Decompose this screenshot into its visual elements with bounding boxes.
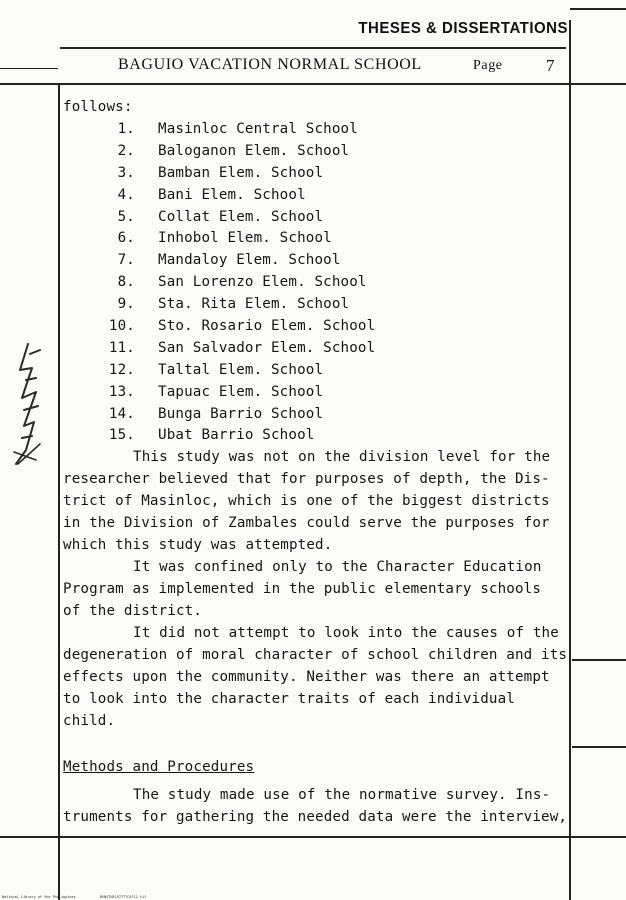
section-heading: Methods and Procedures [63,759,255,776]
list-item: 14. Bunga Barrio School [108,405,324,422]
section-gap [63,732,563,756]
paragraph-line: The study made use of the normative survey. Ins- [133,787,551,804]
paragraph-line: of the district. [63,603,203,620]
paragraph-line: effects upon the community. Neither was there an attempt [63,669,550,686]
paragraph-line: truments for gathering the needed data were the interview, [63,809,568,826]
list-item: 1. Masinloc Central School [117,121,358,137]
list-item: 12. Taltal Elem. School [108,361,324,378]
paragraph-line: It was confined only to the Character Education [133,559,542,576]
list-item: 4. Bani Elem. School [117,186,306,203]
school-name: BAGUIO VACATION NORMAL SCHOOL [118,56,422,73]
header-rule [0,83,626,85]
left-tick [0,68,58,69]
list-item: 7. Mandaloy Elem. School [117,252,341,269]
list-item: 2. Baloganon Elem. School [117,142,350,159]
paragraph-line: trict of Masinloc, which is one of the biggest districts [63,493,550,510]
page-number: 7 [546,56,556,75]
list-item: 13. Tapuac Elem. School [108,383,324,400]
paragraph-line: This study was not on the division level for the [133,449,551,466]
paragraph-line: Program as implemented in the public elementary schools [63,581,542,598]
list-item: 9. Sta. Rita Elem. School [117,296,350,313]
top-rule [60,47,566,49]
paragraph-line: It did not attempt to look into the causes of the [133,625,559,642]
paragraph-line: to look into the character traits of each individual [63,691,515,708]
right-margin-rule [569,20,571,900]
list-item: 5. Collat Elem. School [117,208,324,225]
bottom-rule [0,836,626,838]
list-item: 8. San Lorenzo Elem. School [117,274,367,291]
right-tick-top [570,8,626,10]
left-margin-rule [58,84,60,900]
list-item: 10. Sto. Rosario Elem. School [108,318,376,335]
list-item: 6. Inhobol Elem. School [117,230,332,247]
paragraph-methods [63,784,568,828]
paragraph-scope [63,446,563,556]
scan-footer [2,895,168,899]
footer-library: National Library of the Philippines [2,895,76,899]
paragraph-line: which this study was attempted. [63,537,333,554]
body-text [63,96,568,828]
intro-line: follows: [63,99,133,115]
paragraph-line: in the Division of Zambales could serve the purposes for [63,515,550,532]
paragraph-line: researcher believed that for purposes of depth, the Dis- [63,471,550,488]
list-item: 11. San Salvador Elem. School [108,339,376,356]
theses-stamp: THESES & DISSERTATIONS [358,19,568,38]
page-label: Page [473,58,503,73]
footer-file: BVNSTHE1977TTC0711.tif [99,895,147,899]
handwritten-mark [6,340,50,470]
right-tick-lower [572,746,626,748]
paragraph-line: degeneration of moral character of school children and its [63,647,568,664]
school-list [63,118,563,446]
list-item: 15. Ubat Barrio School [108,427,315,444]
list-item: 3. Bamban Elem. School [117,164,324,181]
paragraph-limitations [63,622,568,732]
right-tick-mid [572,659,626,661]
page-header [118,54,558,78]
paragraph-confined [63,556,563,622]
paragraph-line: child. [63,713,116,730]
